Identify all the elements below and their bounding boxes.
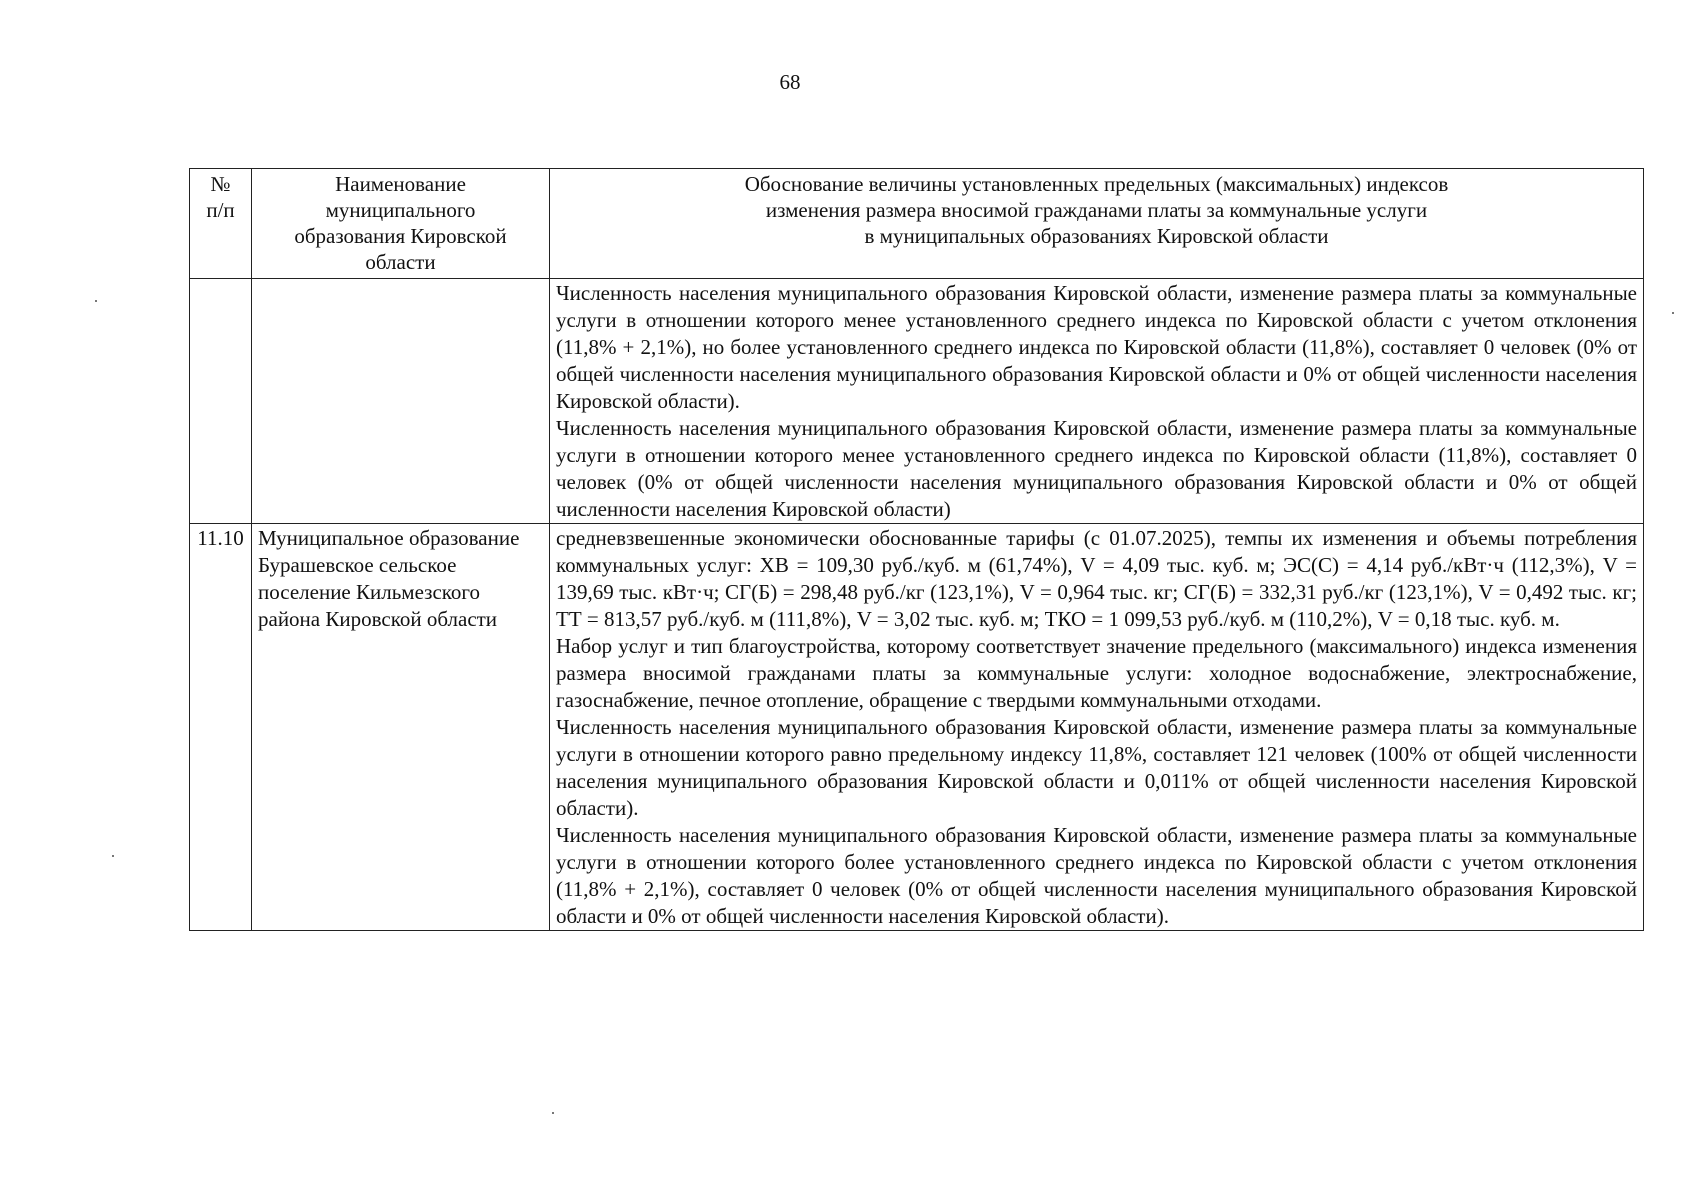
justification-paragraph: Численность населения муниципального образования Кировской области, изменение размера платы за коммунальные услуги в отношении которого менее установленного среднего индекса по Кировской области с учетом отклонения (11,8% + 2,1%), но более установленного среднего индекса по Кировской области (11,8%), составляет 0 человек (0% от общей численности населения муниципального образования Кировской области и 0% от общей численности населения Кировской области). <box>556 281 1637 413</box>
justification-paragraph: Численность населения муниципального образования Кировской области, изменение размера платы за коммунальные услуги в отношении которого более установленного среднего индекса по Кировской области с учетом отклонения (11,8% + 2,1%), составляет 0 человек (0% от общей численности населения муниципального образования Кировской области и 0% от общей численности населения Кировской области). <box>556 823 1637 928</box>
table-row <box>190 524 1644 931</box>
justification-table <box>189 168 1644 931</box>
scan-speck <box>1672 312 1674 314</box>
scan-speck <box>112 855 114 857</box>
row-name-cell <box>252 279 550 524</box>
justification-paragraph: Численность населения муниципального образования Кировской области, изменение размера платы за коммунальные услуги в отношении которого менее установленного среднего индекса по Кировской области (11,8%), составляет 0 человек (0% от общей численности населения муниципального образования Кировской области и 0% от общей численности населения Кировской области) <box>556 416 1637 521</box>
row-name-cell <box>252 524 550 931</box>
table-row <box>190 279 1644 524</box>
row-justification-cell <box>550 279 1644 524</box>
justification-paragraph: Набор услуг и тип благоустройства, которому соответствует значение предельного (максимального) индекса изменения размера вносимой гражданами платы за коммунальные услуги: холодное водоснабжение, электроснабжение, газоснабжение, печное отопление, обращение с твердыми коммунальными отходами. <box>556 634 1637 712</box>
municipality-name: Муниципальное образование Бурашевское сельское поселение Кильмезского района Кировской области <box>258 526 520 631</box>
header-justification-line: изменения размера вносимой гражданами платы за коммунальные услуги <box>765 198 1428 222</box>
page-number: 68 <box>779 70 801 94</box>
header-name-line: Наименование <box>335 172 466 196</box>
header-name-line: области <box>365 250 436 274</box>
justification-paragraph: средневзвешенные экономически обоснованные тарифы (с 01.07.2025), темпы их изменения и объемы потребления коммунальных услуг: ХВ = 109,30 руб./куб. м (61,74%), V = 4,09 тыс. куб. м; ЭС(С) = 4,14 руб./кВт·ч (112,3%), V = 139,69 тыс. кВт·ч; СГ(Б) = 298,48 руб./кг (123,1%), V = 0,964 тыс. кг; СГ(Б) = 332,31 руб./кг (123,1%), V = 0,492 тыс. кг; ТТ = 813,57 руб./куб. м (111,8%), V = 3,02 тыс. куб. м; ТКО = 1 099,53 руб./куб. м (110,2%), V = 0,18 тыс. куб. м. <box>556 526 1637 631</box>
scan-speck <box>95 300 97 302</box>
row-num-cell: 11.10 <box>190 524 252 931</box>
header-name-line: образования Кировской <box>294 224 507 248</box>
header-name-line: муниципального <box>325 198 476 222</box>
row-num-cell <box>190 279 252 524</box>
table-header-row <box>190 169 1644 279</box>
header-justification <box>550 169 1644 279</box>
header-num-line: п/п <box>206 198 235 222</box>
row-justification-cell <box>550 524 1644 931</box>
header-justification-line: Обоснование величины установленных предельных (максимальных) индексов <box>744 172 1449 196</box>
scan-speck <box>552 1112 554 1114</box>
justification-paragraph: Численность населения муниципального образования Кировской области, изменение размера платы за коммунальные услуги в отношении которого равно предельному индексу 11,8%, составляет 121 человек (100% от общей численности населения муниципального образования Кировской области и 0,011% от общей численности населения Кировской области). <box>556 715 1637 820</box>
header-justification-line: в муниципальных образованиях Кировской области <box>864 224 1329 248</box>
header-name <box>252 169 550 279</box>
header-num-line: № <box>210 172 231 196</box>
header-num <box>190 169 252 279</box>
